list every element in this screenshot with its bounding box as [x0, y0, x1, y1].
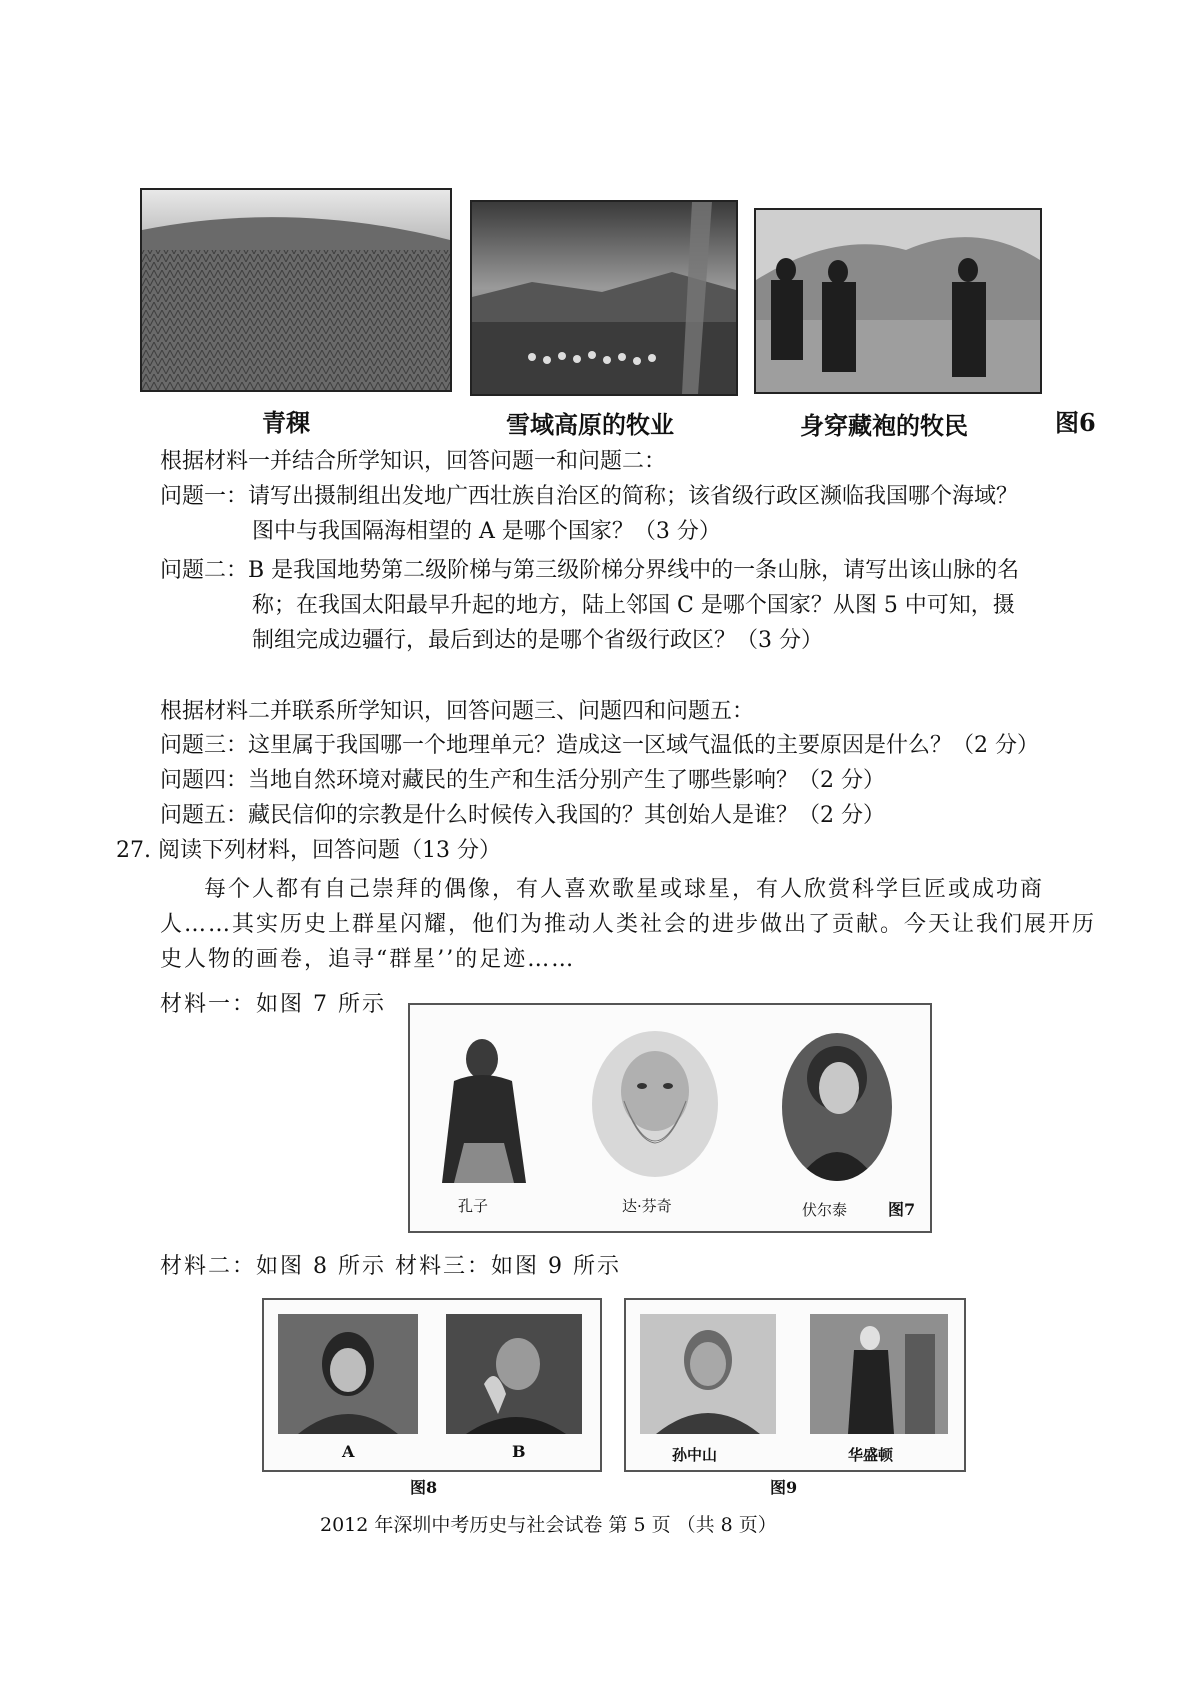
- figure7-name-1: 孔子: [458, 1197, 489, 1215]
- question-27-paragraph-2: 人……其实历史上群星闪耀，他们为推动人类社会的进步做出了贡献。今天让我们展开历: [160, 912, 1097, 937]
- figure-9: [624, 1298, 966, 1472]
- photo-plateau-pasture: [470, 200, 738, 396]
- portrait-a-image: [278, 1314, 418, 1434]
- photo-tibetan-herders: [754, 208, 1042, 394]
- figure6-caption-2: 雪域高原的牧业: [506, 410, 674, 439]
- figure6-label: 图6: [1055, 408, 1096, 437]
- question-5: 问题五：藏民信仰的宗教是什么时候传入我国的？其创始人是谁？（2 分）: [160, 803, 885, 828]
- figure-8: [262, 1298, 602, 1472]
- material-1-label: 材料一：如图 7 所示: [160, 992, 386, 1017]
- highland-barley-image: [142, 190, 450, 390]
- figure-7: [408, 1003, 932, 1233]
- question-1-line-2: 图中与我国隔海相望的 A 是哪个国家？（3 分）: [252, 519, 721, 544]
- voltaire-image: [782, 1033, 892, 1181]
- figure7-name-3: 伏尔泰: [802, 1201, 848, 1219]
- washington-image: [810, 1314, 948, 1434]
- question-2-line-1: 问题二：B 是我国地势第二级阶梯与第三级阶梯分界线中的一条山脉，请写出该山脉的名: [160, 558, 1020, 583]
- figure7-name-2: 达·芬奇: [622, 1197, 672, 1215]
- photo-highland-barley: [140, 188, 452, 392]
- portrait-voltaire: [782, 1033, 892, 1181]
- question-4: 问题四：当地自然环境对藏民的生产和生活分别产生了哪些影响？（2 分）: [160, 768, 885, 793]
- questions2-intro: 根据材料二并联系所学知识，回答问题三、问题四和问题五：: [160, 699, 755, 724]
- question-2-line-3: 制组完成边疆行，最后到达的是哪个省级行政区？（3 分）: [252, 628, 823, 653]
- figure8-name-b: B: [512, 1442, 526, 1461]
- material-2-3-label: 材料二：如图 8 所示 材料三：如图 9 所示: [160, 1254, 621, 1279]
- question-27-heading: 27. 阅读下列材料，回答问题（13 分）: [116, 838, 501, 863]
- figure6-caption-3: 身穿藏袍的牧民: [800, 411, 968, 440]
- portrait-confucius: [434, 1033, 534, 1183]
- figure6-caption-1: 青稞: [262, 408, 310, 437]
- figure9-label: 图9: [770, 1478, 798, 1497]
- figure8-name-a: A: [342, 1442, 355, 1461]
- portrait-b-image: [446, 1314, 582, 1434]
- figure8-label: 图8: [410, 1478, 438, 1497]
- question-2-line-2: 称；在我国太阳最早升起的地方，陆上邻国 C 是哪个国家？从图 5 中可知，摄: [252, 593, 1015, 618]
- question-27-paragraph-3: 史人物的画卷，追寻“群星’’的足迹……: [160, 947, 576, 972]
- figure9-name-1: 孙中山: [672, 1446, 718, 1464]
- plateau-pasture-image: [472, 202, 736, 394]
- confucius-image: [434, 1033, 534, 1183]
- portrait-b: [446, 1314, 582, 1434]
- portrait-da-vinci: [592, 1031, 718, 1177]
- portrait-a: [278, 1314, 418, 1434]
- page-footer: 2012 年深圳中考历史与社会试卷 第 5 页 （共 8 页）: [320, 1514, 777, 1536]
- portrait-washington: [810, 1314, 948, 1434]
- portrait-sun-yat-sen: [640, 1314, 776, 1434]
- question-27-paragraph-1: 每个人都有自己崇拜的偶像，有人喜欢歌星或球星，有人欣赏科学巨匠或成功商: [204, 877, 1045, 902]
- da-vinci-image: [592, 1031, 718, 1177]
- question-1-line-1: 问题一：请写出摄制组出发地广西壮族自治区的简称；该省级行政区濒临我国哪个海域？: [160, 484, 1019, 509]
- sun-yat-sen-image: [640, 1314, 776, 1434]
- figure9-name-2: 华盛顿: [848, 1446, 894, 1464]
- figure7-label: 图7: [888, 1200, 916, 1219]
- questions1-intro: 根据材料一并结合所学知识，回答问题一和问题二：: [160, 449, 667, 474]
- question-3: 问题三：这里属于我国哪一个地理单元？造成这一区域气温低的主要原因是什么？（2 分）: [160, 733, 1039, 758]
- tibetan-herders-image: [756, 210, 1040, 392]
